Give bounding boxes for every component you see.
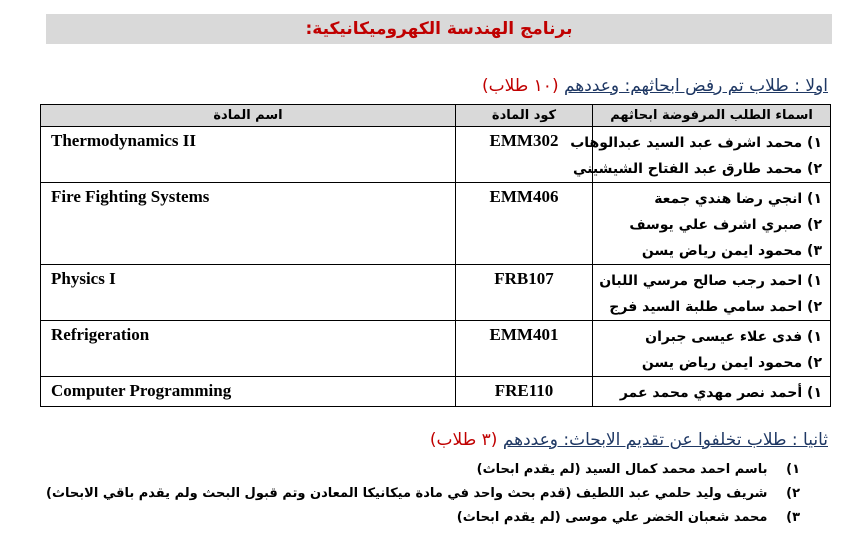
section2-heading xyxy=(430,430,828,450)
course-name-cell: Refrigeration xyxy=(41,321,456,377)
course-name-cell: Thermodynamics II xyxy=(41,127,456,183)
section2-count: (٣ طلاب) xyxy=(429,430,498,450)
header-students: اسماء الطلب المرفوضة ابحاثهم xyxy=(593,105,831,127)
course-code-cell: FRB107 xyxy=(456,265,593,321)
student-name: ٢) صبري اشرف علي يوسف xyxy=(629,217,822,233)
list-item-number: ٣) xyxy=(786,510,800,525)
section1-count: (١٠ طلاب) xyxy=(481,76,559,96)
course-code-cell: EMM406 xyxy=(456,183,593,265)
course-name-cell: Physics I xyxy=(41,265,456,321)
student-name: ١) أحمد نصر مهدي محمد عمر xyxy=(619,385,822,401)
list-item xyxy=(46,506,800,530)
program-title: برنامج الهندسة الكهروميكانيكية: xyxy=(46,14,832,44)
table-header-row xyxy=(41,105,831,127)
table-row xyxy=(41,321,831,377)
header-course-code: كود المادة xyxy=(456,105,593,127)
student-name: ١) فدى علاء عيسى جبران xyxy=(645,329,822,345)
students-cell xyxy=(570,127,831,183)
list-item-text: باسم احمد محمد كمال السيد (لم يقدم ابحاث) xyxy=(476,462,768,477)
rejected-research-table xyxy=(40,104,831,407)
student-name: ٢) محمود ايمن رياض يسن xyxy=(641,355,822,371)
student-name: ٣) محمود ايمن رياض يسن xyxy=(641,243,822,259)
list-item-number: ٢) xyxy=(786,486,800,501)
section1-heading xyxy=(482,76,828,96)
students-cell xyxy=(593,265,831,321)
student-name: ٢) احمد سامي طلبة السيد فرج xyxy=(609,299,822,315)
list-item xyxy=(46,458,800,482)
table-row xyxy=(41,265,831,321)
course-code-cell: EMM401 xyxy=(456,321,593,377)
list-item-text: شريف وليد حلمي عبد اللطيف (قدم بحث واحد في مادة ميكانيكا المعادن وتم قبول البحث ولم يقدم باقي الابحاث) xyxy=(46,486,768,501)
section1-heading-text: اولا : طلاب تم رفض ابحاثهم: وعددهم xyxy=(563,76,828,96)
student-name: ٢) محمد طارق عبد الفتاح الشيشيني xyxy=(573,161,822,177)
students-cell xyxy=(593,321,831,377)
table-row xyxy=(41,183,831,265)
table-row xyxy=(41,127,831,183)
header-course-name: اسم المادة xyxy=(41,105,456,127)
course-code-cell: EMM302 xyxy=(456,127,593,183)
list-item-text: محمد شعبان الخضر علي موسى (لم يقدم ابحاث) xyxy=(456,510,768,525)
course-name-cell: Fire Fighting Systems xyxy=(41,183,456,265)
students-cell xyxy=(593,183,831,265)
table-row xyxy=(41,377,831,407)
missing-research-list xyxy=(46,458,800,530)
list-item xyxy=(46,482,800,506)
section2-heading-text: ثانيا : طلاب تخلفوا عن تقديم الابحاث: وعددهم xyxy=(502,430,828,450)
student-name: ١) احمد رجب صالح مرسي اللبان xyxy=(599,273,822,289)
student-name: ١) انجي رضا هندي جمعة xyxy=(654,191,822,207)
students-cell xyxy=(593,377,831,407)
course-name-cell: Computer Programming xyxy=(41,377,456,407)
student-name: ١) محمد اشرف عبد السيد عبدالوهاب xyxy=(570,135,822,151)
course-code-cell: FRE110 xyxy=(456,377,593,407)
list-item-number: ١) xyxy=(786,462,800,477)
